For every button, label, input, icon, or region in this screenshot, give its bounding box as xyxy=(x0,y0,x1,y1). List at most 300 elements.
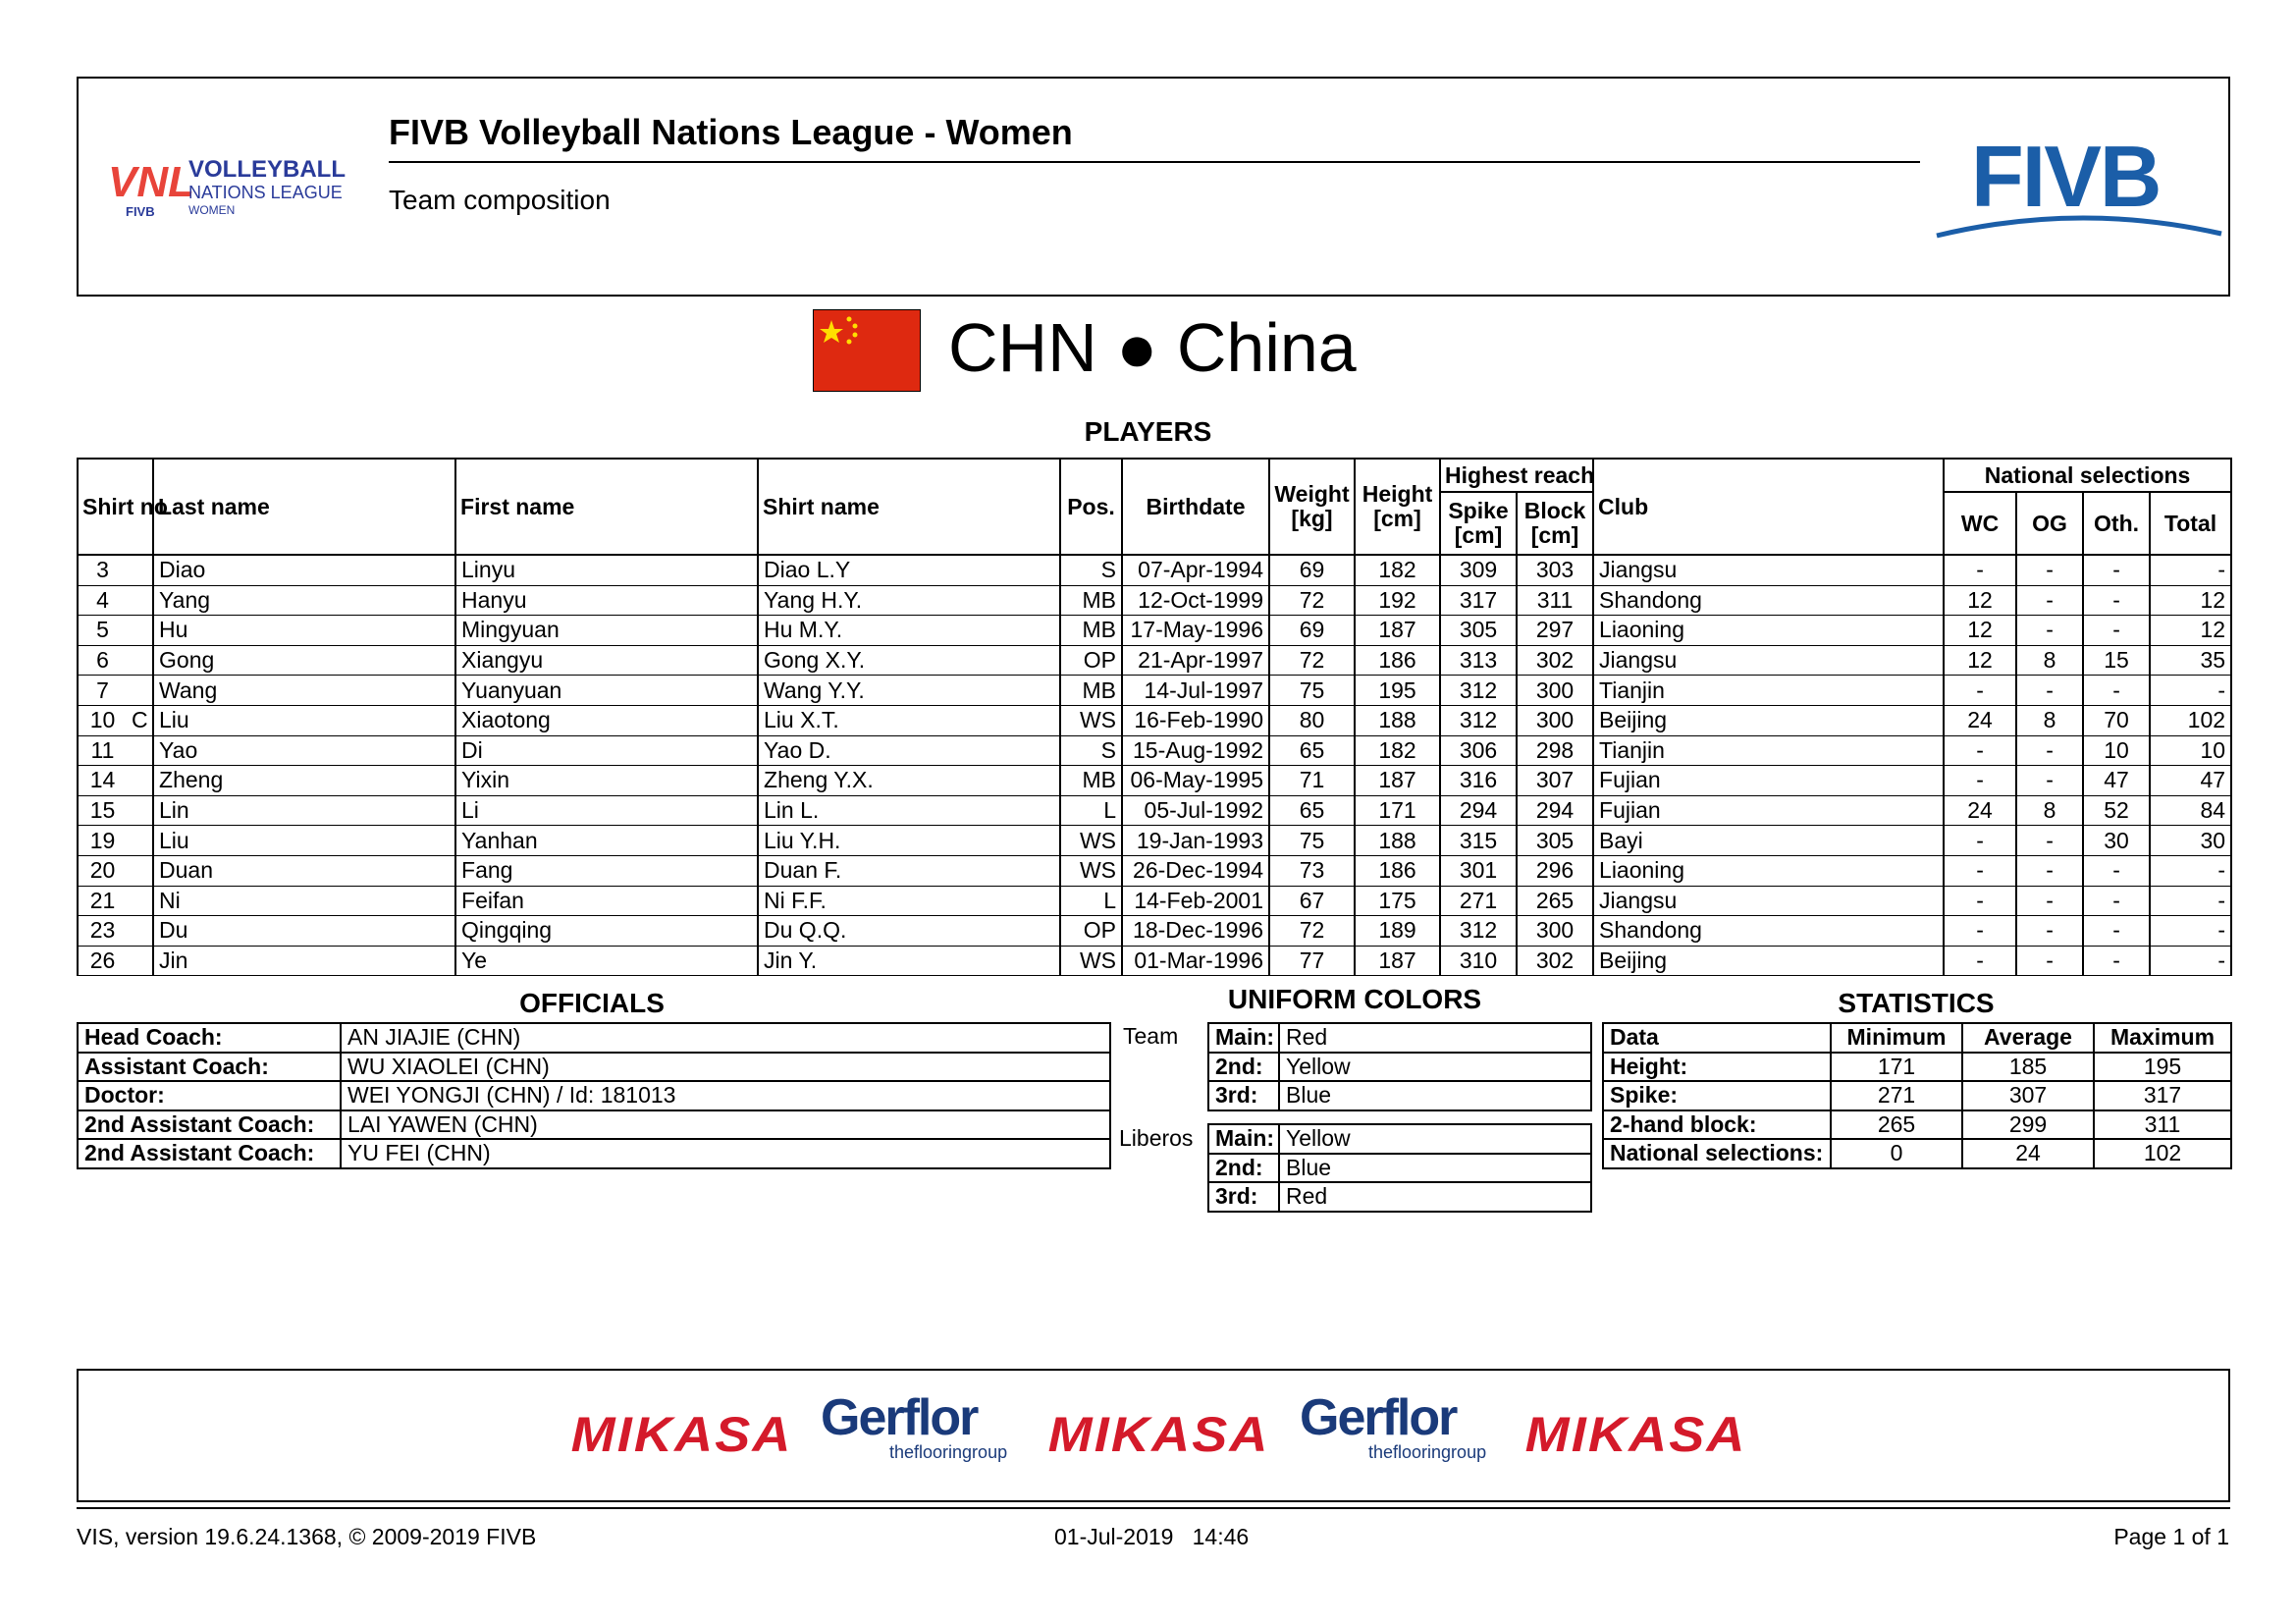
player-shirt-name: Ni F.F. xyxy=(758,886,1060,916)
player-og: - xyxy=(2016,555,2083,585)
player-position: MB xyxy=(1060,676,1122,706)
player-wc: - xyxy=(1944,735,2016,766)
uniform-color: Blue xyxy=(1279,1081,1591,1110)
uniform-color: Blue xyxy=(1279,1154,1591,1183)
player-block: 300 xyxy=(1517,676,1593,706)
player-height: 189 xyxy=(1355,916,1440,947)
player-last-name: Gong xyxy=(153,645,455,676)
statistics-title: STATISTICS xyxy=(1838,988,1995,1018)
player-club: Shandong xyxy=(1593,916,1944,947)
player-last-name: Jin xyxy=(153,946,455,976)
col-birthdate: Birthdate xyxy=(1122,459,1269,555)
player-club: Tianjin xyxy=(1593,676,1944,706)
player-spike: 313 xyxy=(1440,645,1517,676)
col-block: Block [cm] xyxy=(1517,492,1593,555)
player-captain-mark xyxy=(127,766,153,796)
player-captain-mark: C xyxy=(127,705,153,735)
player-shirt-name: Duan F. xyxy=(758,855,1060,886)
player-shirt-name: Diao L.Y xyxy=(758,555,1060,585)
player-og: 8 xyxy=(2016,645,2083,676)
player-total: - xyxy=(2150,555,2231,585)
player-club: Liaoning xyxy=(1593,855,1944,886)
player-row xyxy=(78,676,2231,706)
player-weight: 72 xyxy=(1269,585,1355,616)
official-row xyxy=(78,1081,1110,1110)
player-og: - xyxy=(2016,766,2083,796)
player-last-name: Yao xyxy=(153,735,455,766)
official-role: Assistant Coach: xyxy=(78,1053,341,1082)
player-birthdate: 06-May-1995 xyxy=(1122,766,1269,796)
player-weight: 65 xyxy=(1269,795,1355,826)
players-title: PLAYERS xyxy=(1084,416,1212,447)
player-spike: 317 xyxy=(1440,585,1517,616)
player-position: S xyxy=(1060,555,1122,585)
player-og: - xyxy=(2016,916,2083,947)
player-club: Shandong xyxy=(1593,585,1944,616)
player-block: 307 xyxy=(1517,766,1593,796)
player-total: - xyxy=(2150,676,2231,706)
player-club: Bayi xyxy=(1593,826,1944,856)
player-birthdate: 07-Apr-1994 xyxy=(1122,555,1269,585)
player-height: 188 xyxy=(1355,705,1440,735)
player-total: 84 xyxy=(2150,795,2231,826)
col-shirt-no: Shirt no xyxy=(78,459,153,555)
player-shirt-name: Zheng Y.X. xyxy=(758,766,1060,796)
player-shirt-name: Liu Y.H. xyxy=(758,826,1060,856)
stat-min: 271 xyxy=(1831,1081,1962,1110)
player-spike: 316 xyxy=(1440,766,1517,796)
uniform-label: 2nd: xyxy=(1208,1053,1279,1082)
uniform-color: Yellow xyxy=(1279,1053,1591,1082)
player-spike: 309 xyxy=(1440,555,1517,585)
player-shirt-no: 15 xyxy=(78,795,127,826)
player-position: S xyxy=(1060,735,1122,766)
player-weight: 67 xyxy=(1269,886,1355,916)
player-last-name: Zheng xyxy=(153,766,455,796)
player-shirt-no: 11 xyxy=(78,735,127,766)
player-position: WS xyxy=(1060,705,1122,735)
player-spike: 306 xyxy=(1440,735,1517,766)
uniform-liberos-label: Liberos xyxy=(1119,1125,1194,1151)
player-height: 192 xyxy=(1355,585,1440,616)
svg-text:WOMEN: WOMEN xyxy=(188,203,236,217)
statistics-table xyxy=(1602,1022,2232,1169)
player-birthdate: 05-Jul-1992 xyxy=(1122,795,1269,826)
uniform-label: 3rd: xyxy=(1208,1182,1279,1212)
players-table xyxy=(77,458,2232,976)
player-first-name: Fang xyxy=(455,855,758,886)
statistics-row xyxy=(1603,1081,2231,1110)
sponsors-banner xyxy=(77,1369,2230,1502)
player-club: Jiangsu xyxy=(1593,555,1944,585)
player-birthdate: 17-May-1996 xyxy=(1122,616,1269,646)
player-last-name: Diao xyxy=(153,555,455,585)
player-og: - xyxy=(2016,855,2083,886)
player-weight: 71 xyxy=(1269,766,1355,796)
col-club: Club xyxy=(1593,459,1944,555)
player-first-name: Feifan xyxy=(455,886,758,916)
player-block: 298 xyxy=(1517,735,1593,766)
player-captain-mark xyxy=(127,826,153,856)
stat-label: Height: xyxy=(1603,1053,1831,1082)
player-og: - xyxy=(2016,886,2083,916)
stat-col-data: Data xyxy=(1603,1023,1831,1053)
player-captain-mark xyxy=(127,676,153,706)
player-position: MB xyxy=(1060,585,1122,616)
player-block: 303 xyxy=(1517,555,1593,585)
stat-max: 317 xyxy=(2094,1081,2231,1110)
player-block: 294 xyxy=(1517,795,1593,826)
gerflor-tagline: theflooringroup xyxy=(889,1442,1008,1462)
document-subtitle: Team composition xyxy=(389,185,611,215)
player-position: WS xyxy=(1060,946,1122,976)
player-total: 12 xyxy=(2150,585,2231,616)
player-last-name: Liu xyxy=(153,826,455,856)
official-row xyxy=(78,1110,1110,1140)
player-total: - xyxy=(2150,946,2231,976)
player-og: 8 xyxy=(2016,795,2083,826)
uniform-color: Red xyxy=(1279,1023,1591,1053)
player-birthdate: 19-Jan-1993 xyxy=(1122,826,1269,856)
official-name: LAI YAWEN (CHN) xyxy=(341,1110,1110,1140)
player-weight: 69 xyxy=(1269,616,1355,646)
player-total: - xyxy=(2150,916,2231,947)
player-shirt-no: 6 xyxy=(78,645,127,676)
player-last-name: Duan xyxy=(153,855,455,886)
player-row xyxy=(78,826,2231,856)
player-oth: 10 xyxy=(2083,735,2150,766)
player-shirt-no: 23 xyxy=(78,916,127,947)
svg-text:FIVB: FIVB xyxy=(1971,128,2161,225)
player-spike: 294 xyxy=(1440,795,1517,826)
player-height: 186 xyxy=(1355,855,1440,886)
player-captain-mark xyxy=(127,616,153,646)
player-shirt-name: Liu X.T. xyxy=(758,705,1060,735)
player-total: 102 xyxy=(2150,705,2231,735)
uniform-label: Main: xyxy=(1208,1023,1279,1053)
player-captain-mark xyxy=(127,916,153,947)
player-wc: 24 xyxy=(1944,705,2016,735)
player-height: 187 xyxy=(1355,766,1440,796)
stat-max: 102 xyxy=(2094,1139,2231,1168)
official-row xyxy=(78,1053,1110,1082)
player-total: - xyxy=(2150,886,2231,916)
player-birthdate: 18-Dec-1996 xyxy=(1122,916,1269,947)
player-weight: 75 xyxy=(1269,826,1355,856)
player-weight: 72 xyxy=(1269,645,1355,676)
player-last-name: Hu xyxy=(153,616,455,646)
player-total: 35 xyxy=(2150,645,2231,676)
player-wc: - xyxy=(1944,766,2016,796)
player-shirt-name: Lin L. xyxy=(758,795,1060,826)
player-captain-mark xyxy=(127,735,153,766)
player-club: Jiangsu xyxy=(1593,645,1944,676)
player-birthdate: 01-Mar-1996 xyxy=(1122,946,1269,976)
player-weight: 73 xyxy=(1269,855,1355,886)
player-shirt-no: 5 xyxy=(78,616,127,646)
official-role: 2nd Assistant Coach: xyxy=(78,1139,341,1168)
player-captain-mark xyxy=(127,645,153,676)
stat-avg: 24 xyxy=(1962,1139,2094,1168)
player-captain-mark xyxy=(127,795,153,826)
player-birthdate: 21-Apr-1997 xyxy=(1122,645,1269,676)
player-weight: 80 xyxy=(1269,705,1355,735)
player-block: 302 xyxy=(1517,645,1593,676)
official-role: Head Coach: xyxy=(78,1023,341,1053)
player-position: OP xyxy=(1060,916,1122,947)
player-weight: 65 xyxy=(1269,735,1355,766)
player-og: - xyxy=(2016,826,2083,856)
official-row xyxy=(78,1023,1110,1053)
player-club: Fujian xyxy=(1593,795,1944,826)
gerflor-logo xyxy=(1300,1389,1487,1462)
player-oth: - xyxy=(2083,855,2150,886)
player-total: 12 xyxy=(2150,616,2231,646)
player-oth: 47 xyxy=(2083,766,2150,796)
player-row xyxy=(78,705,2231,735)
player-shirt-name: Du Q.Q. xyxy=(758,916,1060,947)
player-captain-mark xyxy=(127,855,153,886)
col-national-selections: National selections xyxy=(1944,459,2231,492)
uniform-row xyxy=(1208,1053,1591,1082)
player-wc: - xyxy=(1944,886,2016,916)
stat-avg: 299 xyxy=(1962,1110,2094,1140)
player-captain-mark xyxy=(127,886,153,916)
player-first-name: Qingqing xyxy=(455,916,758,947)
svg-text:VNL: VNL xyxy=(108,158,194,206)
player-first-name: Ye xyxy=(455,946,758,976)
officials-table xyxy=(77,1022,1111,1169)
player-club: Beijing xyxy=(1593,705,1944,735)
document-title: FIVB Volleyball Nations League - Women xyxy=(389,112,1073,152)
player-weight: 69 xyxy=(1269,555,1355,585)
player-position: L xyxy=(1060,795,1122,826)
official-name: YU FEI (CHN) xyxy=(341,1139,1110,1168)
player-first-name: Mingyuan xyxy=(455,616,758,646)
player-club: Tianjin xyxy=(1593,735,1944,766)
player-row xyxy=(78,616,2231,646)
svg-text:NATIONS LEAGUE: NATIONS LEAGUE xyxy=(188,183,343,202)
player-last-name: Lin xyxy=(153,795,455,826)
player-spike: 310 xyxy=(1440,946,1517,976)
uniform-color: Yellow xyxy=(1279,1124,1591,1154)
player-block: 305 xyxy=(1517,826,1593,856)
player-last-name: Ni xyxy=(153,886,455,916)
player-height: 182 xyxy=(1355,735,1440,766)
stat-min: 171 xyxy=(1831,1053,1962,1082)
player-shirt-no: 7 xyxy=(78,676,127,706)
stat-max: 311 xyxy=(2094,1110,2231,1140)
player-row xyxy=(78,916,2231,947)
stat-min: 265 xyxy=(1831,1110,1962,1140)
col-height: Height [cm] xyxy=(1355,459,1440,555)
player-height: 182 xyxy=(1355,555,1440,585)
player-shirt-name: Wang Y.Y. xyxy=(758,676,1060,706)
player-row xyxy=(78,645,2231,676)
uniform-row xyxy=(1208,1124,1591,1154)
official-role: Doctor: xyxy=(78,1081,341,1110)
player-og: - xyxy=(2016,676,2083,706)
player-spike: 312 xyxy=(1440,916,1517,947)
stat-label: Spike: xyxy=(1603,1081,1831,1110)
col-spike: Spike [cm] xyxy=(1440,492,1517,555)
document-header xyxy=(77,77,2230,297)
player-first-name: Yuanyuan xyxy=(455,676,758,706)
uniform-team-table xyxy=(1207,1022,1592,1111)
player-block: 302 xyxy=(1517,946,1593,976)
player-first-name: Hanyu xyxy=(455,585,758,616)
col-wc: WC xyxy=(1944,492,2016,555)
player-shirt-name: Yang H.Y. xyxy=(758,585,1060,616)
player-shirt-name: Gong X.Y. xyxy=(758,645,1060,676)
vnl-logo-icon xyxy=(108,147,346,226)
player-wc: - xyxy=(1944,676,2016,706)
uniform-label: 2nd: xyxy=(1208,1154,1279,1183)
player-block: 265 xyxy=(1517,886,1593,916)
official-name: AN JIAJIE (CHN) xyxy=(341,1023,1110,1053)
player-club: Beijing xyxy=(1593,946,1944,976)
player-wc: 24 xyxy=(1944,795,2016,826)
player-club: Jiangsu xyxy=(1593,886,1944,916)
player-position: MB xyxy=(1060,616,1122,646)
gerflor-logo xyxy=(821,1389,1008,1462)
player-shirt-no: 14 xyxy=(78,766,127,796)
footer-rule xyxy=(77,1507,2230,1509)
title-rule xyxy=(389,161,1920,163)
stat-col-avg: Average xyxy=(1962,1023,2094,1053)
gerflor-tagline: theflooringroup xyxy=(1368,1442,1487,1462)
player-row xyxy=(78,735,2231,766)
footer-datetime: 01-Jul-2019 14:46 xyxy=(1054,1524,1250,1549)
player-weight: 72 xyxy=(1269,916,1355,947)
player-oth: 52 xyxy=(2083,795,2150,826)
footer-version: VIS, version 19.6.24.1368, © 2009-2019 FIVB xyxy=(77,1524,537,1549)
player-height: 186 xyxy=(1355,645,1440,676)
player-oth: - xyxy=(2083,555,2150,585)
footer-page: Page 1 of 1 xyxy=(2113,1524,2229,1549)
player-last-name: Liu xyxy=(153,705,455,735)
player-shirt-name: Jin Y. xyxy=(758,946,1060,976)
player-first-name: Li xyxy=(455,795,758,826)
player-row xyxy=(78,585,2231,616)
player-oth: 30 xyxy=(2083,826,2150,856)
officials-title: OFFICIALS xyxy=(519,988,665,1018)
col-first-name: First name xyxy=(455,459,758,555)
team-heading: CHN ● China xyxy=(948,309,1357,386)
player-height: 195 xyxy=(1355,676,1440,706)
player-last-name: Du xyxy=(153,916,455,947)
official-name: WU XIAOLEI (CHN) xyxy=(341,1053,1110,1082)
player-og: - xyxy=(2016,735,2083,766)
player-spike: 312 xyxy=(1440,676,1517,706)
china-flag-icon xyxy=(813,309,921,392)
uniform-colors-title: UNIFORM COLORS xyxy=(1227,984,1482,1014)
player-last-name: Wang xyxy=(153,676,455,706)
player-weight: 75 xyxy=(1269,676,1355,706)
player-wc: - xyxy=(1944,855,2016,886)
player-row xyxy=(78,795,2231,826)
col-last-name: Last name xyxy=(153,459,455,555)
player-og: - xyxy=(2016,585,2083,616)
player-birthdate: 14-Feb-2001 xyxy=(1122,886,1269,916)
player-spike: 312 xyxy=(1440,705,1517,735)
uniform-label: 3rd: xyxy=(1208,1081,1279,1110)
player-block: 300 xyxy=(1517,705,1593,735)
uniform-color: Red xyxy=(1279,1182,1591,1212)
player-first-name: Linyu xyxy=(455,555,758,585)
player-shirt-no: 4 xyxy=(78,585,127,616)
player-oth: 15 xyxy=(2083,645,2150,676)
player-position: WS xyxy=(1060,855,1122,886)
player-first-name: Xiangyu xyxy=(455,645,758,676)
player-wc: - xyxy=(1944,555,2016,585)
player-last-name: Yang xyxy=(153,585,455,616)
player-club: Fujian xyxy=(1593,766,1944,796)
stat-avg: 185 xyxy=(1962,1053,2094,1082)
player-oth: - xyxy=(2083,886,2150,916)
player-block: 311 xyxy=(1517,585,1593,616)
player-first-name: Yanhan xyxy=(455,826,758,856)
player-position: L xyxy=(1060,886,1122,916)
mikasa-logo: MIKASA xyxy=(1047,1407,1270,1462)
player-block: 297 xyxy=(1517,616,1593,646)
col-total: Total xyxy=(2150,492,2231,555)
stat-col-max: Maximum xyxy=(2094,1023,2231,1053)
svg-text:FIVB: FIVB xyxy=(126,204,155,219)
player-row xyxy=(78,766,2231,796)
player-shirt-no: 26 xyxy=(78,946,127,976)
col-oth: Oth. xyxy=(2083,492,2150,555)
player-first-name: Xiaotong xyxy=(455,705,758,735)
stat-avg: 307 xyxy=(1962,1081,2094,1110)
player-wc: - xyxy=(1944,916,2016,947)
player-row xyxy=(78,886,2231,916)
player-oth: 70 xyxy=(2083,705,2150,735)
player-oth: - xyxy=(2083,585,2150,616)
gerflor-name: Gerflor xyxy=(1300,1389,1457,1446)
mikasa-logo: MIKASA xyxy=(570,1407,793,1462)
player-row xyxy=(78,855,2231,886)
uniform-liberos-table xyxy=(1207,1123,1592,1213)
player-birthdate: 12-Oct-1999 xyxy=(1122,585,1269,616)
player-captain-mark xyxy=(127,585,153,616)
player-block: 300 xyxy=(1517,916,1593,947)
player-position: MB xyxy=(1060,766,1122,796)
svg-text:VOLLEYBALL: VOLLEYBALL xyxy=(188,156,346,183)
player-og: - xyxy=(2016,616,2083,646)
col-highest-reach: Highest reach xyxy=(1440,459,1593,492)
player-shirt-name: Hu M.Y. xyxy=(758,616,1060,646)
player-shirt-no: 21 xyxy=(78,886,127,916)
player-birthdate: 26-Dec-1994 xyxy=(1122,855,1269,886)
uniform-label: Main: xyxy=(1208,1124,1279,1154)
player-shirt-no: 20 xyxy=(78,855,127,886)
player-wc: - xyxy=(1944,946,2016,976)
player-wc: - xyxy=(1944,826,2016,856)
official-row xyxy=(78,1139,1110,1168)
statistics-row xyxy=(1603,1139,2231,1168)
stat-label: National selections: xyxy=(1603,1139,1831,1168)
official-role: 2nd Assistant Coach: xyxy=(78,1110,341,1140)
player-shirt-name: Yao D. xyxy=(758,735,1060,766)
player-row xyxy=(78,946,2231,976)
player-first-name: Di xyxy=(455,735,758,766)
player-oth: - xyxy=(2083,916,2150,947)
player-spike: 305 xyxy=(1440,616,1517,646)
player-height: 188 xyxy=(1355,826,1440,856)
player-weight: 77 xyxy=(1269,946,1355,976)
statistics-row xyxy=(1603,1110,2231,1140)
